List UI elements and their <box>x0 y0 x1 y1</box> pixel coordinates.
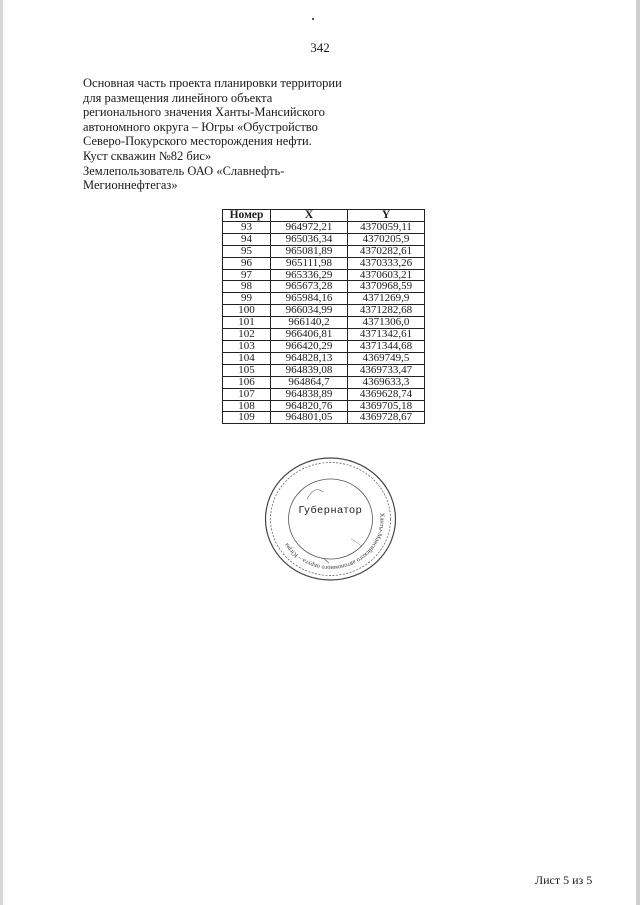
y-coordinate-cell: 4370205,9 <box>348 233 425 245</box>
table-row <box>223 233 425 245</box>
table-header-row <box>223 210 425 222</box>
point-number-cell: 101 <box>223 317 271 329</box>
point-number-cell: 108 <box>223 400 271 412</box>
y-coordinate-cell: 4370333,26 <box>348 257 425 269</box>
header-line: Основная часть проекта планировки территории <box>83 76 342 90</box>
header-line: Землепользователь ОАО «Славнефть- <box>83 163 285 178</box>
x-coordinate-cell: 966140,2 <box>271 317 348 329</box>
y-coordinate-cell: 4371282,68 <box>348 305 425 317</box>
seal-mark <box>307 490 323 499</box>
table-row <box>223 221 425 233</box>
x-coordinate-cell: 964801,05 <box>271 412 348 424</box>
point-number-cell: 102 <box>223 329 271 341</box>
table-row <box>223 281 425 293</box>
scan-speck <box>312 18 314 20</box>
y-coordinate-cell: 4371344,68 <box>348 340 425 352</box>
sheet-number: Лист 5 из 5 <box>535 873 593 887</box>
table-row <box>223 352 425 364</box>
point-number-cell: 99 <box>223 293 271 305</box>
x-coordinate-cell: 965081,89 <box>271 245 348 257</box>
table-row <box>223 412 425 424</box>
point-number-cell: 107 <box>223 388 271 400</box>
point-number-cell: 105 <box>223 364 271 376</box>
header-line: автономного округа – Югры «Обустройство <box>83 119 318 134</box>
y-coordinate-cell: 4371342,61 <box>348 329 425 341</box>
y-coordinate-cell: 4369705,18 <box>348 400 425 412</box>
x-coordinate-cell: 965984,16 <box>271 293 348 305</box>
y-coordinate-cell: 4369728,67 <box>348 412 425 424</box>
seal-ring-text: Ханты-Мансийского автономного округа – Югры <box>283 512 386 572</box>
document-header <box>83 76 383 193</box>
x-coordinate-cell: 966420,29 <box>271 340 348 352</box>
point-number-cell: 104 <box>223 352 271 364</box>
table-row <box>223 364 425 376</box>
header-line: для размещения линейного объекта <box>83 90 273 105</box>
x-coordinate-cell: 965036,34 <box>271 233 348 245</box>
point-number-cell: 106 <box>223 376 271 388</box>
seal-mark <box>351 539 362 547</box>
y-coordinate-cell: 4369749,5 <box>348 352 425 364</box>
y-coordinate-cell: 4370603,21 <box>348 269 425 281</box>
scan-edge-right <box>636 0 640 905</box>
table-row <box>223 293 425 305</box>
point-number-cell: 100 <box>223 305 271 317</box>
x-coordinate-cell: 965336,29 <box>271 269 348 281</box>
point-number-cell: 103 <box>223 340 271 352</box>
header-line: Куст скважин №82 бис» <box>83 148 212 163</box>
header-line: Северо-Покурского месторождения нефти. <box>83 134 312 149</box>
table-row <box>223 400 425 412</box>
table-row <box>223 329 425 341</box>
x-coordinate-cell: 965673,28 <box>271 281 348 293</box>
table-row <box>223 340 425 352</box>
y-coordinate-cell: 4369733,47 <box>348 364 425 376</box>
y-coordinate-cell: 4370968,59 <box>348 281 425 293</box>
seal-outer-ring <box>266 458 396 580</box>
x-coordinate-cell: 964972,21 <box>271 221 348 233</box>
header-line: Мегионнефтегаз» <box>83 178 178 193</box>
x-coordinate-cell: 964839,08 <box>271 364 348 376</box>
point-number-cell: 96 <box>223 257 271 269</box>
column-header-x: X <box>271 210 348 222</box>
y-coordinate-cell: 4370059,11 <box>348 221 425 233</box>
point-number-cell: 95 <box>223 245 271 257</box>
point-number-cell: 98 <box>223 281 271 293</box>
column-header-y: Y <box>348 210 425 222</box>
table-row <box>223 245 425 257</box>
page-number: 342 <box>310 40 330 55</box>
coordinates-table <box>222 209 425 424</box>
seal-center-text: Губернатор <box>298 504 363 516</box>
point-number-cell: 97 <box>223 269 271 281</box>
y-coordinate-cell: 4369633,3 <box>348 376 425 388</box>
y-coordinate-cell: 4371306,0 <box>348 317 425 329</box>
x-coordinate-cell: 966034,99 <box>271 305 348 317</box>
seal-inner-ring <box>289 479 373 559</box>
point-number-cell: 94 <box>223 233 271 245</box>
x-coordinate-cell: 966406,81 <box>271 329 348 341</box>
x-coordinate-cell: 965111,98 <box>271 257 348 269</box>
y-coordinate-cell: 4371269,9 <box>348 293 425 305</box>
table-row <box>223 317 425 329</box>
table-row <box>223 257 425 269</box>
table-row <box>223 305 425 317</box>
header-line: регионального значения Ханты-Мансийского <box>83 105 325 120</box>
table-row <box>223 376 425 388</box>
point-number-cell: 109 <box>223 412 271 424</box>
x-coordinate-cell: 964838,89 <box>271 388 348 400</box>
governor-seal <box>263 455 398 583</box>
coordinates-table-body <box>223 221 425 423</box>
point-number-cell: 93 <box>223 221 271 233</box>
column-header-number: Номер <box>223 210 271 222</box>
y-coordinate-cell: 4370282,61 <box>348 245 425 257</box>
x-coordinate-cell: 964864,7 <box>271 376 348 388</box>
scan-edge-left <box>0 0 3 905</box>
x-coordinate-cell: 964828,13 <box>271 352 348 364</box>
table-row <box>223 388 425 400</box>
table-row <box>223 269 425 281</box>
x-coordinate-cell: 964820,76 <box>271 400 348 412</box>
y-coordinate-cell: 4369628,74 <box>348 388 425 400</box>
